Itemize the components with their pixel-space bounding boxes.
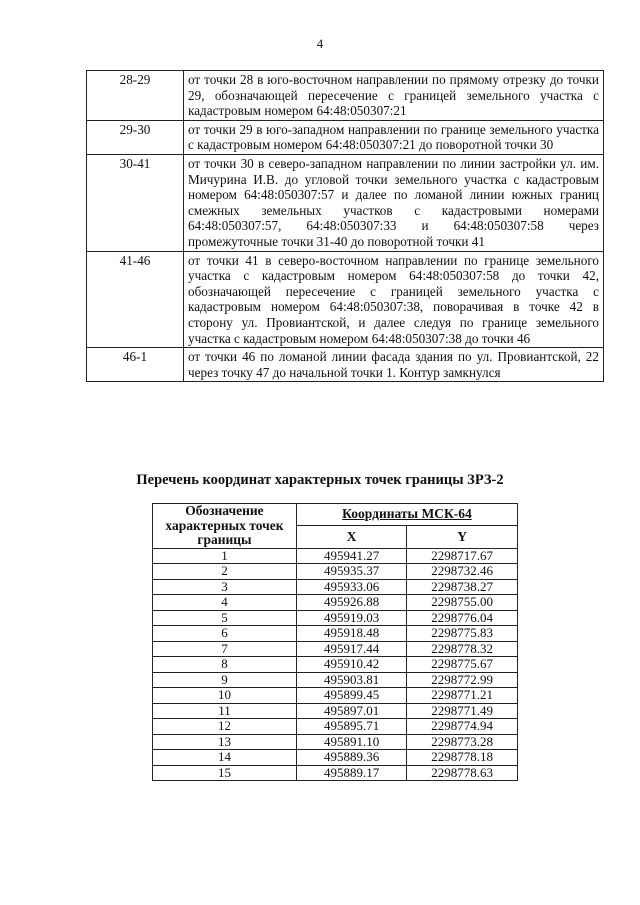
point-id-cell: 14 <box>153 750 297 766</box>
table-row <box>153 703 518 719</box>
segment-id: 28-29 <box>87 71 184 121</box>
table-row <box>87 154 604 251</box>
table-row <box>153 548 518 564</box>
point-id-cell: 7 <box>153 641 297 657</box>
y-coordinate-cell: 2298755.00 <box>407 595 518 611</box>
table-row <box>153 719 518 735</box>
point-id-cell: 13 <box>153 734 297 750</box>
x-coordinate-cell: 495889.17 <box>296 765 406 781</box>
point-id-cell: 1 <box>153 548 297 564</box>
x-coordinate-cell: 495935.37 <box>296 564 406 580</box>
x-coordinate-cell: 495917.44 <box>296 641 406 657</box>
x-coordinate-cell: 495910.42 <box>296 657 406 673</box>
table-row <box>153 750 518 766</box>
point-id-cell: 11 <box>153 703 297 719</box>
x-coordinate-cell: 495897.01 <box>296 703 406 719</box>
segment-id: 46-1 <box>87 348 184 382</box>
x-coordinate-cell: 495941.27 <box>296 548 406 564</box>
table-row <box>87 348 604 382</box>
segment-id: 41-46 <box>87 251 184 348</box>
y-coordinate-cell: 2298772.99 <box>407 672 518 688</box>
segment-id: 30-41 <box>87 154 184 251</box>
table-row <box>153 734 518 750</box>
x-coordinate-cell: 495891.10 <box>296 734 406 750</box>
x-coordinate-cell: 495918.48 <box>296 626 406 642</box>
boundary-description-table <box>86 70 604 382</box>
table-row <box>153 688 518 704</box>
point-id-cell: 12 <box>153 719 297 735</box>
table-row <box>153 657 518 673</box>
table-row <box>153 626 518 642</box>
header-coordinate-system: Координаты МСК-64 <box>296 504 517 526</box>
point-id-cell: 15 <box>153 765 297 781</box>
table-row <box>87 120 604 154</box>
y-coordinate-cell: 2298776.04 <box>407 610 518 626</box>
point-id-cell: 3 <box>153 579 297 595</box>
header-x: X <box>296 526 406 548</box>
point-id-cell: 10 <box>153 688 297 704</box>
coordinates-table <box>152 503 518 781</box>
table-row <box>153 595 518 611</box>
x-coordinate-cell: 495919.03 <box>296 610 406 626</box>
header-point-id: Обозначение характерных точек границы <box>153 504 297 549</box>
segment-description: от точки 28 в юго-восточном направлении по прямому отрезку до точки 29, обозначающей пересечение с границей земельного участка с кадастровым номером 64:48:050307:21 <box>184 71 604 121</box>
segment-description: от точки 41 в северо-восточном направлении по границе земельного участка с кадастровым номером 64:48:050307:58 до точки 42, обозначающей пересечение с границей земельного участка с кадастровым номером 64:48:050307:38, поворачивая в точке 42 в сторону ул. Провиантской, и далее следуя по границе земельного участка с кадастровым номером 64:48:050307:38 до точки 46 <box>184 251 604 348</box>
coords-header-row <box>153 504 518 526</box>
table-row <box>153 610 518 626</box>
segment-description: от точки 30 в северо-западном направлении по линии застройки ул. им. Мичурина И.В. до угловой точки земельного участка с кадастровым номером 64:48:050307:57 и далее по ломаной линии южных границ смежных земельных участков с кадастровыми номерами 64:48:050307:57, 64:48:050307:33 и 64:48:050307:58 через промежуточные точки 31-40 до поворотной точки 41 <box>184 154 604 251</box>
y-coordinate-cell: 2298732.46 <box>407 564 518 580</box>
table-row <box>153 564 518 580</box>
table-row <box>153 641 518 657</box>
segment-description: от точки 46 по ломаной линии фасада здания по ул. Провиантской, 22 через точку 47 до начальной точки 1. Контур замкнулся <box>184 348 604 382</box>
coordinates-heading: Перечень координат характерных точек границы ЗРЗ-2 <box>136 472 504 488</box>
y-coordinate-cell: 2298773.28 <box>407 734 518 750</box>
y-coordinate-cell: 2298778.63 <box>407 765 518 781</box>
x-coordinate-cell: 495903.81 <box>296 672 406 688</box>
y-coordinate-cell: 2298778.18 <box>407 750 518 766</box>
header-y: Y <box>407 526 518 548</box>
x-coordinate-cell: 495933.06 <box>296 579 406 595</box>
point-id-cell: 8 <box>153 657 297 673</box>
y-coordinate-cell: 2298738.27 <box>407 579 518 595</box>
y-coordinate-cell: 2298771.49 <box>407 703 518 719</box>
segment-description: от точки 29 в юго-западном направлении по границе земельного участка с кадастровым номером 64:48:050307:21 до поворотной точки 30 <box>184 120 604 154</box>
point-id-cell: 4 <box>153 595 297 611</box>
y-coordinate-cell: 2298774.94 <box>407 719 518 735</box>
y-coordinate-cell: 2298717.67 <box>407 548 518 564</box>
y-coordinate-cell: 2298771.21 <box>407 688 518 704</box>
page-number: 4 <box>316 36 324 51</box>
point-id-cell: 2 <box>153 564 297 580</box>
x-coordinate-cell: 495889.36 <box>296 750 406 766</box>
segment-id: 29-30 <box>87 120 184 154</box>
point-id-cell: 9 <box>153 672 297 688</box>
y-coordinate-cell: 2298775.83 <box>407 626 518 642</box>
table-row <box>153 765 518 781</box>
point-id-cell: 6 <box>153 626 297 642</box>
table-row <box>87 251 604 348</box>
coords-body <box>153 548 518 781</box>
x-coordinate-cell: 495926.88 <box>296 595 406 611</box>
x-coordinate-cell: 495895.71 <box>296 719 406 735</box>
table-row <box>153 579 518 595</box>
table-row <box>87 71 604 121</box>
x-coordinate-cell: 495899.45 <box>296 688 406 704</box>
point-id-cell: 5 <box>153 610 297 626</box>
table-row <box>153 672 518 688</box>
y-coordinate-cell: 2298778.32 <box>407 641 518 657</box>
y-coordinate-cell: 2298775.67 <box>407 657 518 673</box>
